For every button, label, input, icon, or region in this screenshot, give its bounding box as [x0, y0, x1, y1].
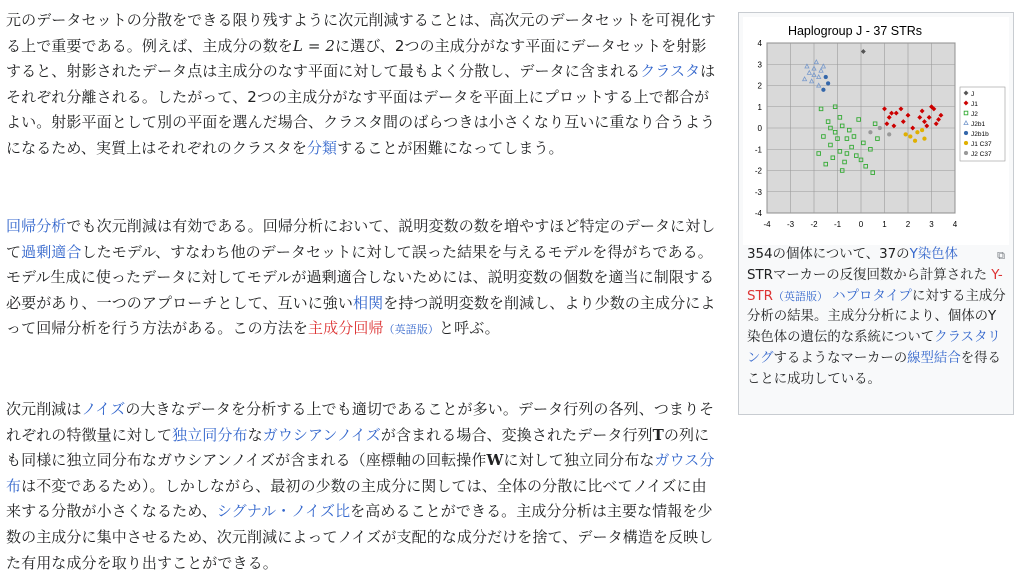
legend-label: J1 [971, 101, 978, 108]
math-l-equals-2: L = 2 [292, 36, 336, 55]
data-point [887, 132, 891, 136]
legend-marker [964, 151, 968, 155]
data-point [923, 137, 927, 141]
text: を得ることに成功している。 [747, 350, 1001, 387]
link-noise[interactable]: ノイズ [81, 400, 126, 418]
link-correlation[interactable]: 相関 [353, 293, 384, 312]
text: の大きなデータを分析する上でも適切であることが多い。データ行列の各列、つまりそれぞれの特徴量に対して [6, 400, 715, 444]
text: はそれぞれ分離される。したがって、2つの主成分がなす平面はデータを平面上にプロットする上で都合がよい。射影平面として別の平面を選んだ場合、クラスタ間のばらつきは小さくなり互いに重なり合うようになるため、実質上はそれぞれのクラスタを [6, 62, 716, 157]
text: でも次元削減は有効である。回帰分析において、説明変数の数を増やすほど特定のデータに対して [6, 217, 716, 261]
data-point [824, 75, 828, 79]
link-linear-combination[interactable]: 線型結合 [907, 350, 961, 366]
text: 次元削減は [6, 400, 82, 418]
text: が含まれる場合、変換されたデータ行列 [380, 425, 653, 444]
scatter-chart [743, 17, 1009, 245]
x-tick-label: -1 [833, 220, 842, 229]
text: 354の個体について、37の [747, 247, 910, 262]
link-clustering[interactable]: クラスタリング [747, 330, 1001, 366]
y-tick-label: 4 [757, 39, 762, 48]
paragraph-regression [6, 214, 718, 343]
data-point [826, 81, 830, 85]
legend-marker [964, 131, 968, 135]
y-tick-label: -3 [754, 187, 762, 197]
link-gaussian-distribution[interactable]: ガウス分布 [6, 451, 715, 495]
figure-caption [747, 245, 1009, 391]
data-point [904, 132, 908, 136]
x-tick-label: 1 [882, 220, 887, 229]
link-english-version-caption[interactable]: （英語版） [772, 289, 828, 303]
text: したモデル、すなわち他のデータセットに対して誤った結果を与えるモデルを得がちである。モデル生成に使ったデータに対してモデルが過剰適合しないためには、説明変数の個数を適当に制限する必要があり、一つのアプローチとして、互いに強い [6, 242, 715, 312]
y-tick-label: 1 [757, 102, 762, 112]
text: を持つ説明変数を削減し、より少数の主成分によって回帰分析を行う方法がある。この方法を [6, 293, 716, 338]
y-tick-label: 2 [757, 81, 762, 91]
link-haplotype[interactable]: ハプロタイプ [832, 288, 912, 304]
y-tick-label: -2 [754, 166, 762, 176]
data-point [920, 128, 924, 132]
paragraph-pca-visualization [6, 8, 718, 162]
haplogroup-chart-image[interactable] [743, 17, 1009, 245]
text: STRマーカーの反復回数から計算された [747, 267, 987, 283]
link-iid[interactable]: 独立同分布 [172, 425, 248, 444]
text: を高めることができる。主成分分析は主要な情報を少数の主成分に集中させるため、次元削減によってノイズが支配的な成分だけを捨て、データ構造を反映した有用な成分を取り出すことができる。 [6, 502, 714, 572]
data-point [916, 130, 920, 134]
data-point [878, 126, 882, 130]
link-y-chromosome[interactable]: Y染色体 [909, 247, 958, 262]
legend-marker [964, 141, 968, 145]
x-tick-label: -4 [763, 220, 771, 229]
y-tick-label: -1 [754, 145, 762, 155]
text: するようなマーカーの [773, 350, 908, 366]
link-y-str[interactable]: Y-STR [747, 267, 1003, 304]
legend-label: J2b1 [971, 121, 986, 128]
link-gaussian-noise[interactable]: ガウシアンノイズ [262, 425, 381, 444]
text: な [247, 425, 263, 444]
link-regression-analysis[interactable]: 回帰分析 [6, 217, 67, 235]
legend-label: J [971, 91, 975, 98]
link-overfitting[interactable]: 過剰適合 [21, 242, 82, 261]
data-point [908, 135, 912, 139]
y-tick-label: 0 [757, 124, 762, 133]
text: 元のデータセットの分散をできる限り残すように次元削減することは、高次元のデータセットを可視化する上で重要である。例えば、主成分の数を [6, 11, 716, 55]
chart-title: Haplogroup J - 37 STRs [787, 24, 923, 38]
matrix-t: T [652, 425, 664, 444]
data-point [822, 88, 826, 92]
enlarge-icon[interactable]: ⧉ [997, 249, 1005, 262]
link-principal-component-regression[interactable]: 主成分回帰 [308, 319, 384, 338]
legend-label: J1 C37 [971, 141, 992, 148]
link-cluster[interactable]: クラスタ [640, 62, 701, 81]
x-tick-label: 2 [905, 220, 911, 229]
text: することが困難になってしまう。 [337, 138, 564, 157]
text: に対して独立同分布な [503, 451, 655, 470]
data-point [869, 130, 873, 134]
x-tick-label: -2 [810, 220, 818, 229]
text: の列にも同様に独立同分布なガウシアンノイズが含まれる（座標軸の回転操作 [6, 425, 710, 470]
data-point [913, 139, 917, 143]
x-tick-label: 4 [952, 220, 958, 229]
link-classification[interactable]: 分類 [306, 138, 338, 157]
matrix-w: W [486, 451, 504, 470]
figure-thumbnail [738, 12, 1014, 415]
x-tick-label: 0 [858, 220, 864, 229]
link-english-version[interactable]: （英語版） [383, 323, 440, 337]
paragraph-noise [6, 397, 718, 576]
link-signal-to-noise-ratio[interactable]: シグナル・ノイズ比 [216, 502, 351, 521]
text: に対する主成分分析の結果。主成分分析により、個体のY染色体の遺伝的な系統について [747, 288, 1006, 346]
x-tick-label: -3 [786, 220, 795, 229]
text: に選び、2つの主成分がなす平面にデータセットを射影すると、射影されたデータ点は主成分のなす平面に対して最もよく分散し、データに含まれる [6, 36, 707, 81]
legend-label: J2b1b [971, 131, 989, 138]
legend-label: J2 [971, 111, 978, 118]
legend-label: J2 C37 [971, 151, 992, 158]
y-tick-label: 3 [757, 60, 762, 70]
x-tick-label: 3 [929, 220, 934, 229]
text: は不変であるため）。しかしながら、最初の少数の主成分に関しては、全体の分散に比べてノイズに由来する分散が小さくなるため、 [6, 476, 707, 521]
text: と呼ぶ。 [439, 319, 500, 338]
y-tick-label: -4 [754, 209, 762, 218]
